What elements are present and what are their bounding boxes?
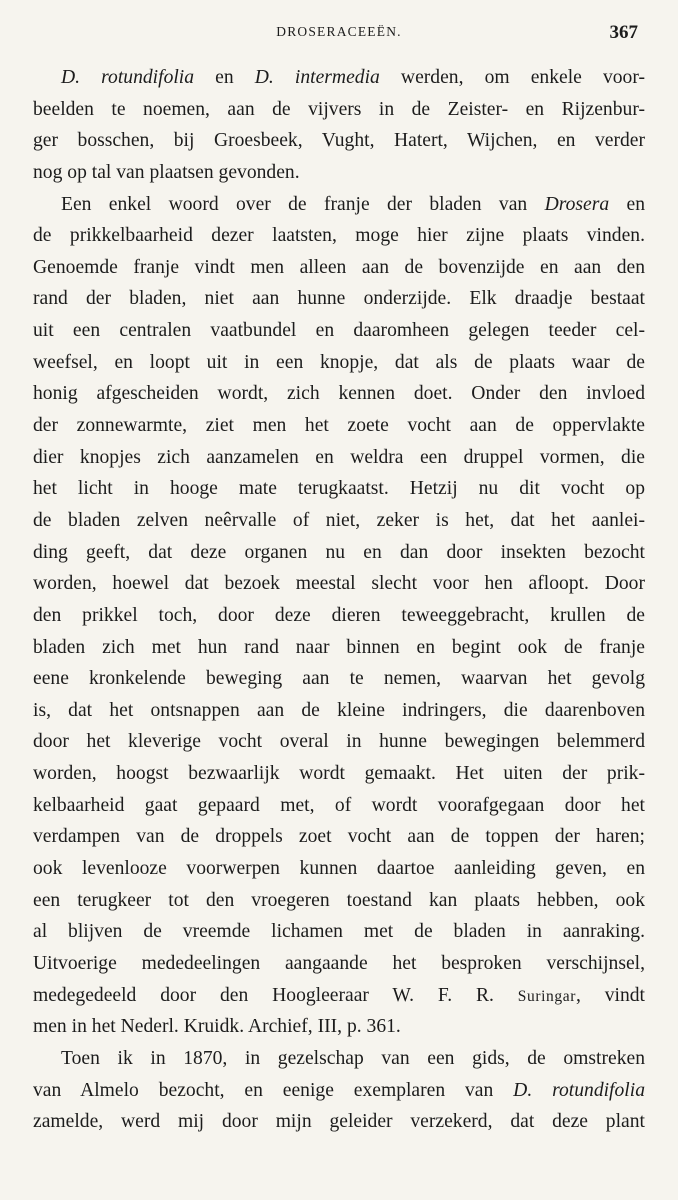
text-segment: Toen ik in 1870, in gezelschap van een gids, de omstreken (61, 1047, 645, 1069)
text-segment: honig afgescheiden wordt, zich kennen doet. Onder den invloed (33, 383, 645, 405)
text-line (33, 600, 645, 632)
text-line (33, 410, 645, 442)
text-line (33, 505, 645, 537)
text-line (33, 189, 645, 221)
text-segment: door het kleverige vocht overal in hunne bewegingen belemmerd (33, 731, 645, 753)
text-line (33, 853, 645, 885)
text-segment: is, dat het ontsnappen aan de kleine indringers, die daarenboven (33, 699, 645, 721)
body-text (33, 62, 645, 1138)
text-segment: rand der bladen, niet aan hunne onderzijde. Elk draadje bestaat (33, 288, 645, 310)
text-line (33, 790, 645, 822)
text-line (33, 537, 645, 569)
text-segment: het licht in hooge mate terugkaatst. Hetzij nu dit vocht op (33, 478, 645, 500)
text-segment: de bladen zelven neêrvalle of niet, zeker is het, dat het aanlei- (33, 509, 645, 531)
text-segment: ook levenlooze voorwerpen kunnen daartoe aanleiding geven, en (33, 858, 645, 880)
author-name: Suringar (517, 987, 576, 1005)
text-segment: verdampen van de droppels zoet vocht aan de toppen der haren; (33, 826, 645, 848)
italic-taxon-name: D. rotundifolia (513, 1079, 645, 1101)
text-line (33, 632, 645, 664)
text-segment: van Almelo bezocht, en eenige exemplaren van (33, 1079, 514, 1101)
text-line (33, 252, 645, 284)
text-segment: men in het Nederl. Kruidk. Archief, III, p. 361. (33, 1016, 401, 1038)
text-line (33, 94, 645, 126)
text-segment: de prikkelbaarheid dezer laatsten, moge hier zijne plaats vinden. (33, 225, 645, 247)
italic-taxon-name: D. intermedia (254, 67, 380, 88)
text-line (33, 442, 645, 474)
text-line (33, 220, 645, 252)
text-segment: , vindt (575, 984, 645, 1006)
text-line (33, 726, 645, 758)
text-segment: nog op tal van plaatsen gevonden. (33, 161, 300, 183)
text-segment: Een enkel woord over de franje der bladen van (61, 193, 545, 215)
text-line (33, 62, 645, 94)
running-head (0, 22, 678, 46)
text-line (33, 948, 645, 980)
text-segment: een terugkeer tot den vroegeren toestand kan plaats hebben, ook (33, 889, 645, 911)
text-line (33, 347, 645, 379)
text-segment: eene kronkelende beweging aan te nemen, waarvan het gevolg (33, 668, 645, 690)
text-segment: worden, hoogst bezwaarlijk wordt gemaakt. Het uiten der prik- (33, 763, 645, 785)
text-line (33, 980, 645, 1012)
text-line (33, 283, 645, 315)
text-line (33, 1075, 645, 1107)
text-line (33, 663, 645, 695)
text-segment: worden, hoewel dat bezoek meestal slecht voor hen afloopt. Door (33, 573, 645, 595)
text-line (33, 315, 645, 347)
text-segment: dier knopjes zich aanzamelen en weldra een druppel vormen, die (33, 446, 645, 468)
text-line (33, 821, 645, 853)
text-segment: kelbaarheid gaat gepaard met, of wordt voorafgegaan door het (33, 794, 645, 816)
text-segment: en (609, 193, 645, 215)
text-segment: zamelde, werd mij door mijn geleider verzekerd, dat deze plant (33, 1111, 645, 1133)
text-segment: weefsel, en loopt uit in een knopje, dat als de plaats waar de (33, 351, 645, 373)
text-segment: der zonnewarmte, ziet men het zoete vocht aan de oppervlakte (33, 415, 645, 437)
text-line (33, 758, 645, 790)
page-number: 367 (609, 22, 638, 43)
text-segment: bladen zich met hun rand naar binnen en begint ook de franje (33, 636, 645, 658)
text-segment: uit een centralen vaatbundel en daaromheen gelegen teeder cel- (33, 320, 645, 342)
italic-taxon-name: D. rotundifolia (61, 67, 195, 88)
text-line (33, 157, 645, 189)
text-segment: ger bosschen, bij Groesbeek, Vught, Hatert, Wijchen, en verder (33, 130, 645, 152)
text-line (33, 125, 645, 157)
text-segment: den prikkel toch, door deze dieren teweeggebracht, krullen de (33, 604, 645, 626)
text-line (33, 885, 645, 917)
text-line (33, 473, 645, 505)
text-segment: Uitvoerige mededeelingen aangaande het besproken verschijnsel, (33, 952, 645, 974)
text-line (33, 1106, 645, 1138)
text-segment: medegedeeld door den Hoogleeraar W. F. R. (33, 984, 518, 1006)
text-line (33, 695, 645, 727)
text-line (33, 1011, 645, 1043)
text-line (33, 568, 645, 600)
text-segment: al blijven de vreemde lichamen met de bladen in aanraking. (33, 921, 645, 943)
text-segment: Genoemde franje vindt men alleen aan de bovenzijde en aan den (33, 256, 645, 278)
italic-taxon-name: Drosera (544, 193, 610, 215)
text-line (33, 916, 645, 948)
text-segment: werden, om enkele voor- (379, 67, 645, 88)
text-segment: en (194, 67, 255, 88)
running-title: DROSERACEEËN. (276, 24, 402, 39)
text-segment: ding geeft, dat deze organen nu en dan door insekten bezocht (33, 541, 645, 563)
text-line (33, 1043, 645, 1075)
text-line (33, 378, 645, 410)
text-segment: beelden te noemen, aan de vijvers in de Zeister- en Rijzenbur- (33, 98, 645, 120)
